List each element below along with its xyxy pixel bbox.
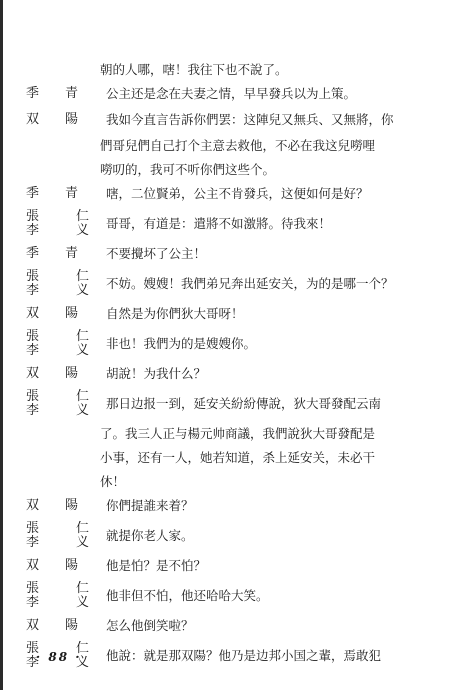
speaker-char: 义 xyxy=(76,655,90,670)
speaker-char: 李 xyxy=(26,655,40,670)
dialogue-line: 公主还是念在夫妻之情，早早發兵以为上策。 xyxy=(106,86,357,101)
dialogue-line: 不要攪坏了公主！ xyxy=(106,246,207,261)
dialogue-line: 嘮叨的，我可不听你們这些个。 xyxy=(100,162,276,177)
speaker-char: 仁 xyxy=(76,329,90,344)
speaker-char: 季 xyxy=(26,86,40,101)
dialogue-line: 他說：就是那双陽？他乃是边邦小国之輩，焉敢犯 xyxy=(106,648,382,663)
dialogue-line: 怎么他倒笑啦？ xyxy=(106,618,194,633)
dialogue-line: 非也！我們为的是嫂嫂你。 xyxy=(106,336,257,351)
speaker-char: 陽 xyxy=(65,366,79,381)
speaker-char: 李 xyxy=(26,343,40,358)
dialogue-row xyxy=(20,184,460,204)
speaker-char: 陽 xyxy=(65,306,79,321)
dialogue-row xyxy=(20,616,460,636)
dialogue-line: 了。我三人正与楊元帅商議，我們說狄大哥發配是 xyxy=(100,426,376,441)
speaker-name xyxy=(20,499,106,513)
speaker-char: 張 xyxy=(26,641,40,656)
speaker-char: 义 xyxy=(76,283,90,298)
dialogue-row xyxy=(20,364,460,384)
speaker-char: 双 xyxy=(26,112,40,127)
speaker-name-pair xyxy=(20,390,106,418)
dialogue-line: 胡說！为我什么？ xyxy=(106,366,207,381)
speaker-char: 义 xyxy=(76,535,90,550)
speaker-name xyxy=(20,559,106,573)
speaker-char: 双 xyxy=(26,366,40,381)
speaker-char: 張 xyxy=(26,521,40,536)
dialogue-row xyxy=(20,330,460,358)
speaker-char: 青 xyxy=(65,246,79,261)
speaker-name-pair xyxy=(20,210,106,238)
speaker-name xyxy=(20,113,106,127)
dialogue-continuation xyxy=(20,60,460,80)
dialogue-line: 自然是为你們狄大哥呀！ xyxy=(106,306,244,321)
dialogue-row xyxy=(20,390,460,418)
dialogue-line: 朝的人哪，嗐！我往下也不說了。 xyxy=(100,62,288,77)
dialogue-line: 我如今直言告訴你們罢：这陣兒又無兵、又無將，你 xyxy=(106,112,394,127)
speaker-char: 双 xyxy=(26,558,40,573)
speaker-char: 仁 xyxy=(76,389,90,404)
speaker-char: 張 xyxy=(26,269,40,284)
dialogue-continuation xyxy=(20,424,460,444)
speaker-char: 李 xyxy=(26,535,40,550)
dialogue-row xyxy=(20,642,460,670)
speaker-char: 李 xyxy=(26,595,40,610)
speaker-char: 双 xyxy=(26,618,40,633)
dialogue-row xyxy=(20,84,460,104)
dialogue-row xyxy=(20,582,460,610)
dialogue-row xyxy=(20,304,460,324)
speaker-char: 青 xyxy=(65,186,79,201)
speaker-name xyxy=(20,619,106,633)
dialogue-continuation xyxy=(20,160,460,180)
speaker-char: 义 xyxy=(76,343,90,358)
dialogue-row xyxy=(20,496,460,516)
speaker-name-pair xyxy=(20,270,106,298)
speaker-char: 陽 xyxy=(65,558,79,573)
speaker-char: 陽 xyxy=(65,498,79,513)
dialogue-line: 哥哥，有道是：遣將不如激將。待我來！ xyxy=(106,216,332,231)
speaker-name xyxy=(20,307,106,321)
dialogue-continuation xyxy=(20,136,460,156)
dialogue-row xyxy=(20,522,460,550)
dialogue-line: 那日边报一到，延安关紛紛傳說，狄大哥發配云南 xyxy=(106,396,382,411)
dialogue-row xyxy=(20,210,460,238)
speaker-char: 張 xyxy=(26,581,40,596)
dialogue-row xyxy=(20,110,460,130)
speaker-char: 張 xyxy=(26,329,40,344)
script-text xyxy=(20,60,460,676)
speaker-char: 季 xyxy=(26,186,40,201)
dialogue-row xyxy=(20,270,460,298)
dialogue-line: 不妨。嫂嫂！我們弟兄奔出延安关，为的是哪一个？ xyxy=(106,276,394,291)
speaker-char: 陽 xyxy=(65,618,79,633)
dialogue-line: 們哥兒們自己打个主意去救他，不必在我这兒嘮哩 xyxy=(100,138,376,153)
speaker-char: 双 xyxy=(26,498,40,513)
speaker-char: 仁 xyxy=(76,209,90,224)
speaker-name xyxy=(20,87,106,101)
speaker-char: 李 xyxy=(26,403,40,418)
speaker-name-pair xyxy=(20,522,106,550)
speaker-name xyxy=(20,247,106,261)
speaker-char: 义 xyxy=(76,223,90,238)
speaker-char: 張 xyxy=(26,209,40,224)
dialogue-line: 嗐，二位賢弟，公主不肯發兵，这便如何是好？ xyxy=(106,186,369,201)
dialogue-line: 他是怕？是不怕？ xyxy=(106,558,207,573)
speaker-name-pair xyxy=(20,330,106,358)
dialogue-row xyxy=(20,244,460,264)
speaker-char: 双 xyxy=(26,306,40,321)
speaker-char: 青 xyxy=(65,86,79,101)
dialogue-line: 休！ xyxy=(100,474,126,489)
speaker-char: 張 xyxy=(26,389,40,404)
page-binding-edge xyxy=(0,0,3,690)
speaker-char: 季 xyxy=(26,246,40,261)
speaker-char: 李 xyxy=(26,283,40,298)
speaker-char: 仁 xyxy=(76,641,90,656)
page-number: · 88 · xyxy=(36,650,82,664)
dialogue-continuation xyxy=(20,448,460,468)
speaker-name xyxy=(20,187,106,201)
speaker-char: 仁 xyxy=(76,269,90,284)
dialogue-line: 你們提誰来着？ xyxy=(106,498,194,513)
dialogue-line: 就提你老人家。 xyxy=(106,528,194,543)
speaker-name xyxy=(20,367,106,381)
speaker-char: 义 xyxy=(76,403,90,418)
speaker-name-pair xyxy=(20,582,106,610)
speaker-char: 仁 xyxy=(76,521,90,536)
speaker-char: 李 xyxy=(26,223,40,238)
speaker-char: 仁 xyxy=(76,581,90,596)
speaker-char: 陽 xyxy=(65,112,79,127)
dialogue-row xyxy=(20,556,460,576)
dialogue-line: 他非但不怕，他还哈哈大笑。 xyxy=(106,588,269,603)
dialogue-continuation xyxy=(20,472,460,492)
speaker-char: 义 xyxy=(76,595,90,610)
dialogue-line: 小事，还有一人，她若知道，杀上延安关，未必干 xyxy=(100,450,376,465)
